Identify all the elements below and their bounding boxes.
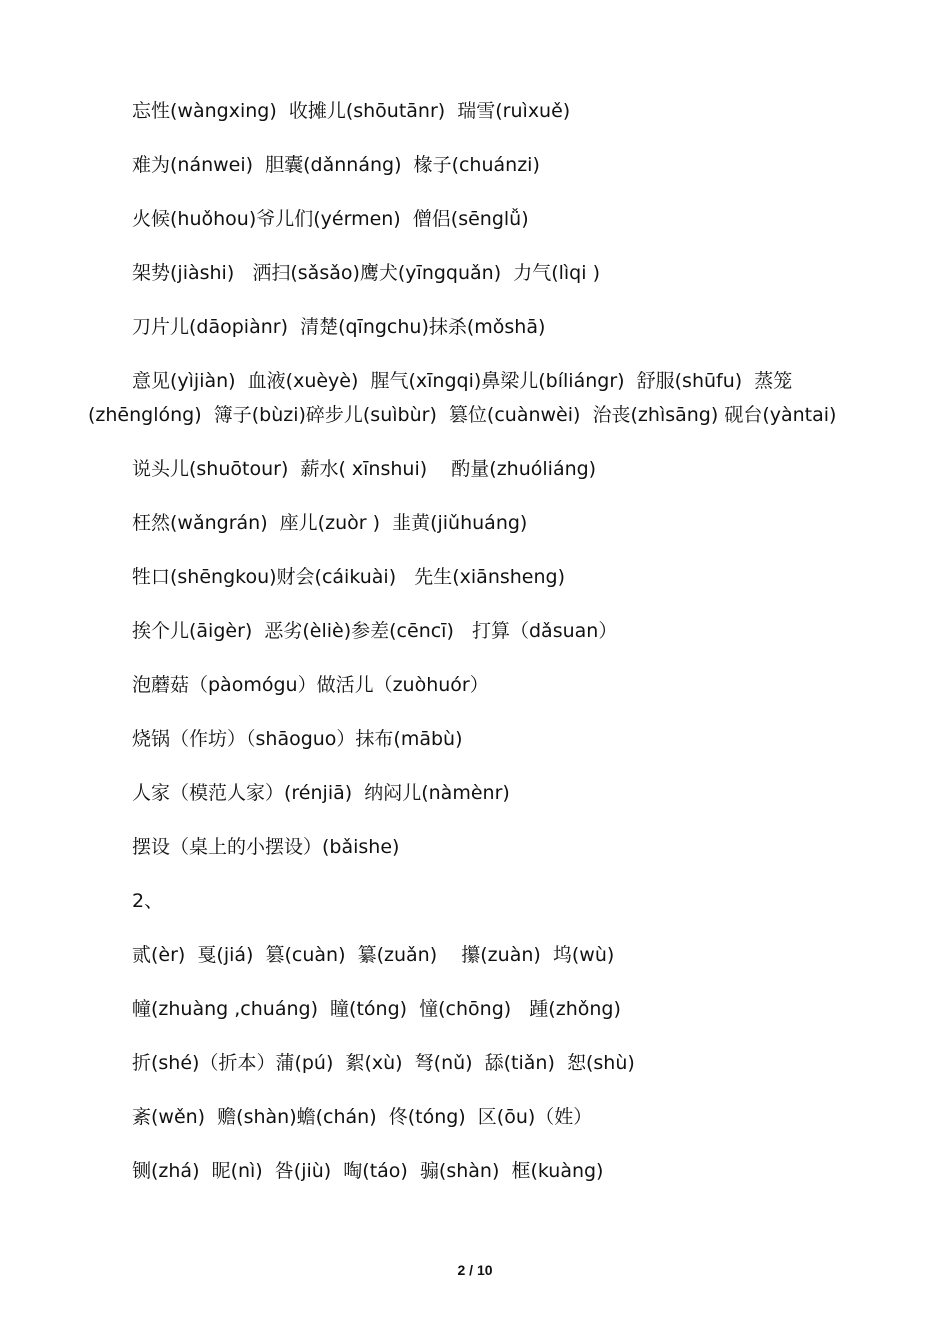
page-total: 10 [476, 1262, 493, 1278]
page-number: 2 [457, 1262, 466, 1278]
text-line-8: 枉然(wǎngrán) 座儿(zuòr ) 韭黄(jiǔhuáng) [132, 512, 528, 534]
text-line-18: 折(shé)（折本）蒲(pú) 絮(xù) 弩(nǔ) 舔(tiǎn) 恕(shù) [132, 1052, 635, 1074]
text-line-7: 说头儿(shuōtour) 薪水( xīnshui) 酌量(zhuóliáng) [132, 458, 597, 480]
text-line-2: 难为(nánwei) 胆囊(dǎnnáng) 椽子(chuánzi) [132, 154, 540, 176]
text-line-12: 烧锅（作坊）（shāoguo）抹布(mābù) [132, 728, 463, 750]
text-line-9: 牲口(shēngkou)财会(cáikuài) 先生(xiānsheng) [132, 566, 566, 588]
text-line-14: 摆设（桌上的小摆设）(bǎishe) [132, 836, 400, 858]
text-line-1: 忘性(wàngxing) 收摊儿(shōutānr) 瑞雪(ruìxuě) [132, 100, 571, 122]
page-footer [0, 1262, 950, 1278]
text-line-19: 紊(wěn) 赡(shàn)蟾(chán) 佟(tóng) 区(ōu)（姓） [132, 1106, 593, 1128]
text-line-13: 人家（模范人家）(rénjiā) 纳闷儿(nàmènr) [132, 782, 510, 804]
text-line-10: 挨个儿(āigèr) 恶劣(èliè)参差(cēncī) 打算（dǎsuan） [132, 620, 618, 642]
section-number: 2、 [132, 890, 164, 912]
text-line-5: 刀片儿(dāopiànr) 清楚(qīngchu)抹杀(mǒshā) [132, 316, 546, 338]
text-line-4: 架势(jiàshi) 洒扫(sǎsǎo)鹰犬(yīngquǎn) 力气(lìqi ) [132, 262, 600, 284]
page-separator: / [469, 1262, 474, 1278]
text-paragraph-6: 意见(yìjiàn) 血液(xuèyè) 腥气(xīngqi)鼻梁儿(bíliángr) 舒服(shūfu) 蒸笼(zhēnglóng) 簿子(bùzi)碎步儿(suìbùr) 篡位(cuànwèi) 治丧(zhìsāng) 砚台(yàntai) [88, 370, 837, 426]
text-line-20: 铡(zhá) 昵(nì) 咎(jiù) 啕(táo) 骟(shàn) 框(kuàng) [132, 1160, 604, 1182]
text-line-17: 幢(zhuàng ,chuáng) 瞳(tóng) 憧(chōng) 踵(zhǒng) [132, 998, 621, 1020]
text-line-3: 火候(huǒhou)爷儿们(yérmen) 僧侣(sēnglǚ) [132, 208, 529, 230]
text-line-16: 贰(èr) 戛(jiá) 篡(cuàn) 纂(zuǎn) 攥(zuàn) 坞(wù) [132, 944, 615, 966]
text-line-11: 泡蘑菇（pàomógu）做活儿（zuòhuór） [132, 674, 489, 696]
